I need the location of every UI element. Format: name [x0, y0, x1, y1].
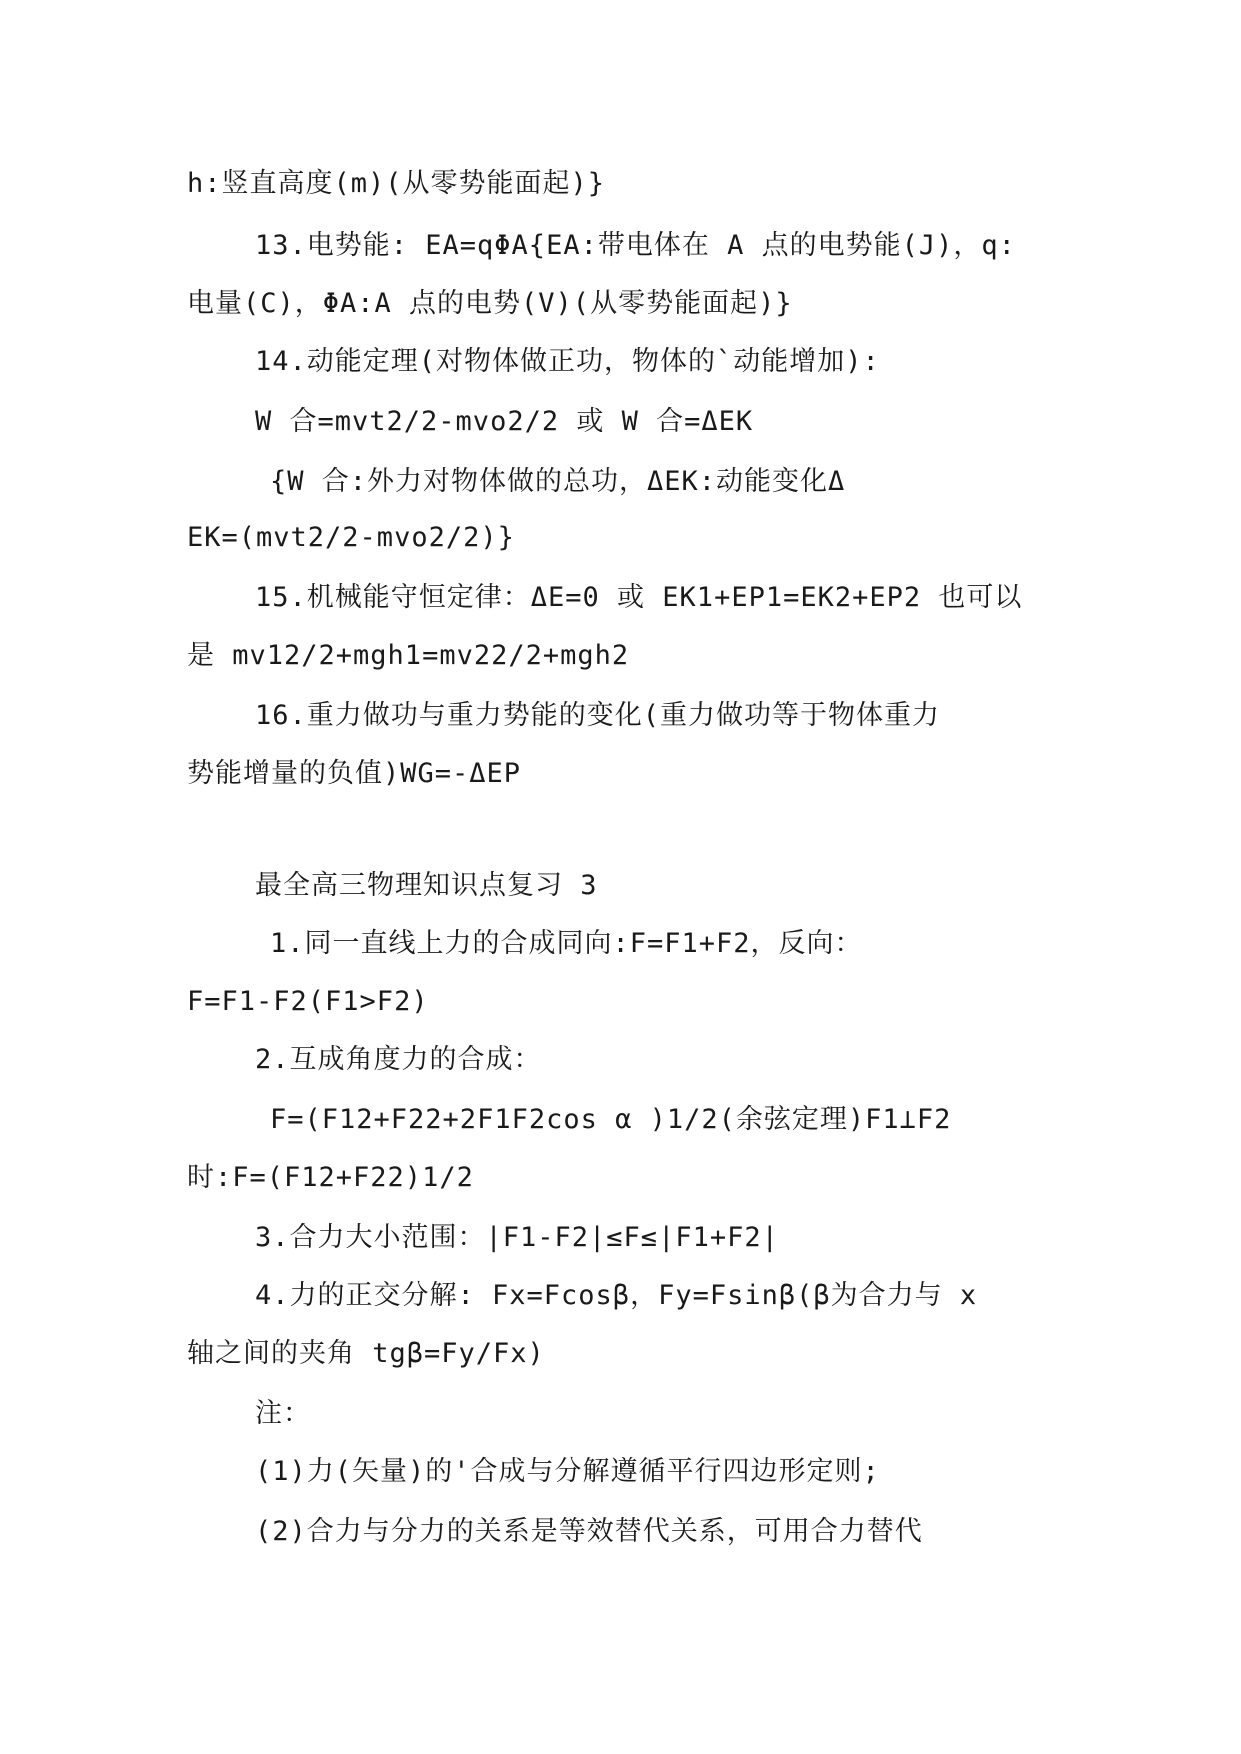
text-line: 16.重力做功与重力势能的变化(重力做功等于物体重力 [255, 700, 941, 731]
text-line: F=(F12+F22+2F1F2cos α )1/2(余弦定理)F1⊥F2 [270, 1104, 952, 1135]
text-line: 2.互成角度力的合成： [255, 1044, 542, 1075]
text-line: {W 合:外力对物体做的总功，ΔEK:动能变化Δ [270, 466, 846, 497]
text-line: 电量(C)，ΦA:A 点的电势(V)(从零势能面起)} [187, 288, 793, 319]
text-line: 4.力的正交分解: Fx=Fcosβ，Fy=Fsinβ(β为合力与 x [255, 1280, 978, 1311]
text-line: 势能增量的负值)WG=-ΔEP [187, 758, 522, 789]
text-line: (1)力(矢量)的'合成与分解遵循平行四边形定则; [255, 1456, 880, 1487]
text-line: 13.电势能: EA=qΦA{EA:带电体在 A 点的电势能(J)，q: [255, 230, 1016, 261]
text-line: 15.机械能守恒定律：ΔE=0 或 EK1+EP1=EK2+EP2 也可以 [255, 582, 1023, 613]
text-line: 14.动能定理(对物体做正功，物体的`动能增加): [255, 346, 880, 377]
text-line: h:竖直高度(m)(从零势能面起)} [187, 168, 606, 199]
text-line: F=F1-F2(F1>F2) [187, 986, 429, 1017]
text-line: 轴之间的夹角 tgβ=Fy/Fx) [187, 1338, 545, 1369]
text-line: 3.合力大小范围：|F1-F2|≤F≤|F1+F2| [255, 1222, 779, 1253]
text-line: (2)合力与分力的关系是等效替代关系，可用合力替代 [255, 1516, 923, 1547]
text-line: W 合=mvt2/2-mvo2/2 或 W 合=ΔEK [255, 406, 754, 437]
text-line: 时:F=(F12+F22)1/2 [187, 1162, 474, 1193]
text-line: EK=(mvt2/2-mvo2/2)} [187, 522, 515, 553]
section-heading: 最全高三物理知识点复习 3 [255, 870, 598, 901]
text-line: 是 mv12/2+mgh1=mv22/2+mgh2 [187, 640, 630, 671]
text-line: 1.同一直线上力的合成同向:F=F1+F2，反向： [270, 928, 863, 959]
text-line: 注： [255, 1398, 311, 1429]
